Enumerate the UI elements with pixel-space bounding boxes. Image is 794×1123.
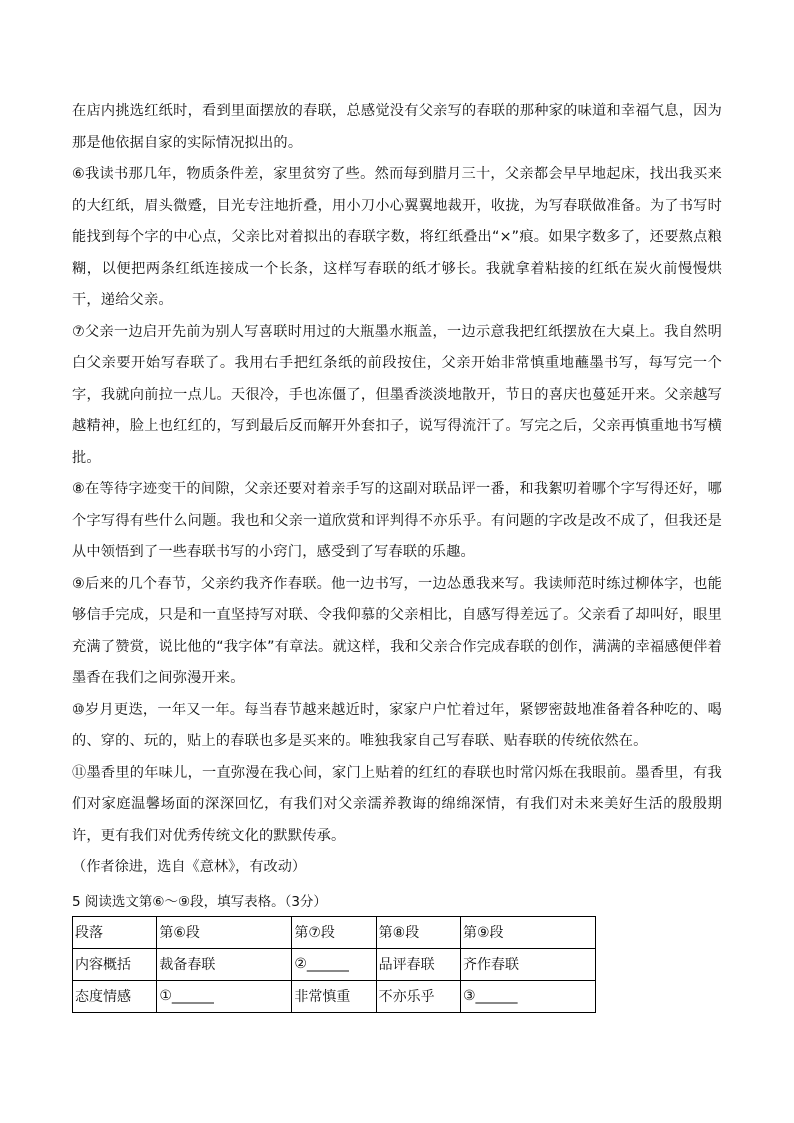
question-5: 5 阅读选文第⑥～⑨段，填写表格。（3分） <box>72 893 327 910</box>
document-page <box>72 96 722 1013</box>
paragraph-intro: 在店内挑选红纸时，看到里面摆放的春联，总感觉没有父亲写的春联的那种家的味道和幸福气息，因为那是他依据自家的实际情况拟出的。 <box>72 103 722 151</box>
source-citation: （作者徐进，选自《意林》，有改动） <box>72 859 307 875</box>
table-cell: 非常慎重 <box>292 980 376 1012</box>
table-cell: 内容概括 <box>73 948 157 980</box>
table-cell: 品评春联 <box>376 948 460 980</box>
paragraph-8: ⑧在等待字迹变干的间隙，父亲还要对着亲手写的这副对联品评一番，和我絮叨着哪个字写得还好，哪个字写得有些什么问题。我也和父亲一道欣赏和评判得不亦乐乎。有问题的字改是改不成了，但我还是从中领悟到了一些春联书写的小窍门，感受到了写春联的乐趣。 <box>72 481 722 560</box>
table-cell: 态度情感 <box>73 980 157 1012</box>
answer-blank-2[interactable]: ②______ <box>292 948 376 980</box>
answer-blank-3[interactable]: ③______ <box>460 980 595 1012</box>
table-cell: 裁备春联 <box>157 948 292 980</box>
answer-table <box>72 916 596 1013</box>
table-row <box>73 980 596 1012</box>
table-cell: 第⑥段 <box>157 916 292 948</box>
paragraph-11: ⑪墨香里的年味儿，一直弥漫在我心间，家门上贴着的红红的春联也时常闪烁在我眼前。墨香里，有我们对家庭温馨场面的深深回忆，有我们对父亲濡养教诲的绵绵深情，有我们对未来美好生活的殷殷期许，更有我们对优秀传统文化的默默传承。 <box>72 764 722 844</box>
table-cell: 不亦乐乎 <box>376 980 460 1012</box>
paragraph-9: ⑨后来的几个春节，父亲约我齐作春联。他一边书写，一边怂恿我来写。我读师范时练过柳体字，也能够信手完成，只是和一直坚持写对联、令我仰慕的父亲相比，自感写得差远了。父亲看了却叫好，眼里充满了赞赏，说比他的“我字体”有章法。就这样，我和父亲合作完成春联的创作，满满的幸福感便伴着墨香在我们之间弥漫开来。 <box>72 575 722 686</box>
paragraph-10: ⑩岁月更迭，一年又一年。每当春节越来越近时，家家户户忙着过年，紧锣密鼓地准备着各种吃的、喝的、穿的、玩的，贴上的春联也多是买来的。唯独我家自己写春联、贴春联的传统依然在。 <box>72 701 722 749</box>
answer-blank-1[interactable]: ①______ <box>157 980 292 1012</box>
table-cell: 第⑧段 <box>376 916 460 948</box>
table-row <box>73 916 596 948</box>
table-cell: 第⑦段 <box>292 916 376 948</box>
table-cell: 齐作春联 <box>460 948 595 980</box>
table-cell: 段落 <box>73 916 157 948</box>
table-cell: 第⑨段 <box>460 916 595 948</box>
table-row <box>73 948 596 980</box>
paragraph-6: ⑥我读书那几年，物质条件差，家里贫穷了些。然而每到腊月三十，父亲都会早早地起床，找出我买来的大红纸，眉头微蹙，目光专注地折叠，用小刀小心翼翼地裁开，收拢，为写春联做准备。为了书写时能找到每个字的中心点，父亲比对着拟出的春联字数，将红纸叠出“×”痕。如果字数多了，还要熬点粮糊，以便把两条红纸连接成一个长条，这样写春联的纸才够长。我就拿着粘接的红纸在炭火前慢慢烘干，递给父亲。 <box>72 166 722 308</box>
paragraph-7: ⑦父亲一边启开先前为别人写喜联时用过的大瓶墨水瓶盖，一边示意我把红纸摆放在大桌上。我自然明白父亲要开始写春联了。我用右手把红条纸的前段按住，父亲开始非常慎重地蘸墨书写，每写完一个字，我就向前拉一点儿。天很冷，手也冻僵了，但墨香淡淡地散开，节日的喜庆也蔓延开来。父亲越写越精神，脸上也红红的，写到最后反而解开外套扣子，说写得流汗了。写完之后，父亲再慎重地书写横批。 <box>72 323 722 466</box>
